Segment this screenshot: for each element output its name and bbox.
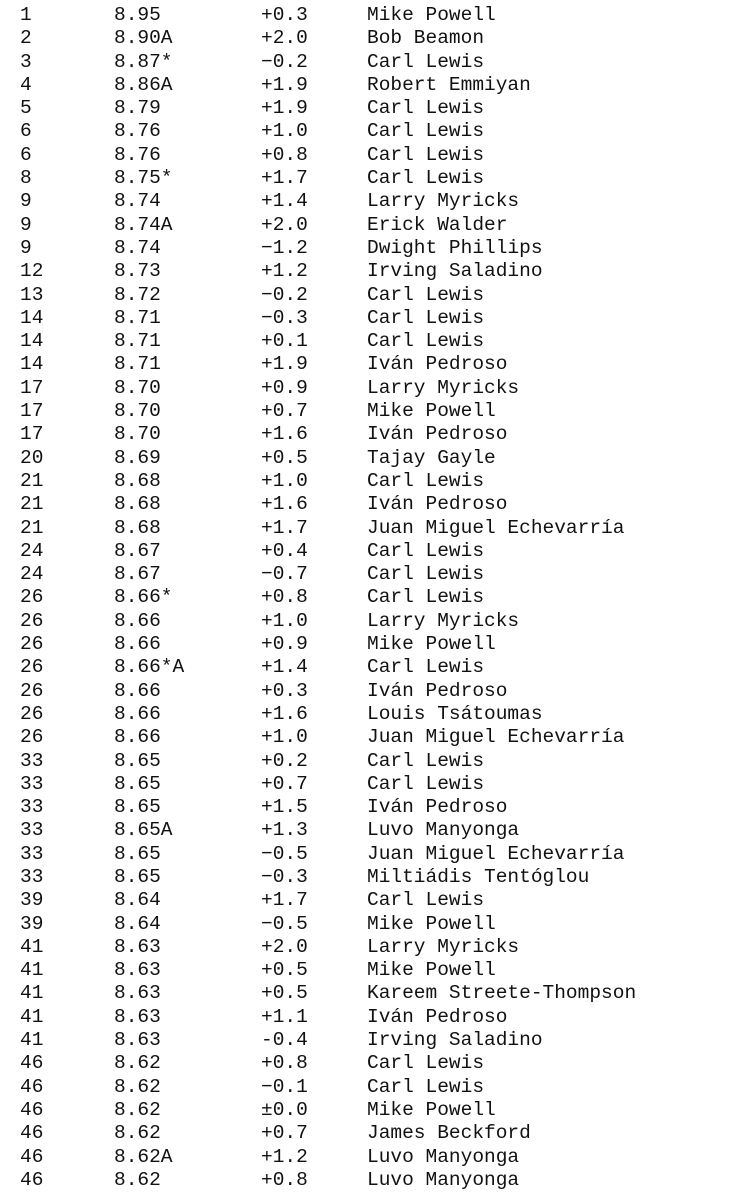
- list-item: [0, 1146, 740, 1169]
- mark-cell: 8.62: [114, 1122, 161, 1145]
- rank-cell: 26: [20, 586, 44, 609]
- rank-cell: 46: [20, 1052, 44, 1075]
- rank-cell: 46: [20, 1122, 44, 1145]
- wind-cell: +0.5: [261, 982, 308, 1005]
- mark-cell: 8.95: [114, 4, 161, 26]
- rank-cell: 14: [20, 306, 44, 329]
- rank-cell: 21: [20, 469, 44, 492]
- wind-cell: +0.3: [261, 4, 308, 26]
- mark-cell: 8.68: [114, 493, 161, 516]
- wind-cell: +0.9: [261, 376, 308, 399]
- wind-cell: −0.5: [261, 842, 308, 865]
- list-item: [0, 540, 740, 563]
- wind-cell: +0.4: [261, 539, 308, 562]
- mark-cell: 8.66: [114, 609, 161, 632]
- mark-cell: 8.62: [114, 1168, 161, 1191]
- list-item: [0, 610, 740, 633]
- list-item: [0, 1122, 740, 1145]
- athlete-cell: Carl Lewis: [367, 563, 485, 586]
- wind-cell: +1.7: [261, 889, 308, 912]
- wind-cell: −0.2: [261, 50, 308, 73]
- mark-cell: 8.65: [114, 842, 161, 865]
- wind-cell: +0.8: [261, 1168, 308, 1191]
- wind-cell: +0.7: [261, 400, 308, 423]
- athlete-cell: Dwight Phillips: [367, 236, 543, 259]
- wind-cell: +1.0: [261, 120, 308, 143]
- list-item: [0, 633, 740, 656]
- list-item: [0, 726, 740, 749]
- mark-cell: 8.62: [114, 1052, 161, 1075]
- list-item: [0, 144, 740, 167]
- rank-cell: 39: [20, 889, 44, 912]
- wind-cell: +1.2: [261, 260, 308, 283]
- athlete-cell: Irving Saladino: [367, 260, 543, 283]
- list-item: [0, 27, 740, 50]
- list-item: [0, 750, 740, 773]
- wind-cell: +0.2: [261, 749, 308, 772]
- rank-cell: 41: [20, 982, 44, 1005]
- athlete-cell: Mike Powell: [367, 959, 496, 982]
- athlete-cell: Iván Pedroso: [367, 1005, 508, 1028]
- athlete-cell: Larry Myricks: [367, 376, 520, 399]
- list-item: [0, 1052, 740, 1075]
- mark-cell: 8.64: [114, 889, 161, 912]
- athlete-cell: Larry Myricks: [367, 935, 520, 958]
- mark-cell: 8.70: [114, 376, 161, 399]
- athlete-cell: Carl Lewis: [367, 50, 485, 73]
- athlete-cell: Mike Powell: [367, 1098, 496, 1121]
- mark-cell: 8.63: [114, 1005, 161, 1028]
- rank-cell: 33: [20, 819, 44, 842]
- list-item: [0, 190, 740, 213]
- list-item: [0, 237, 740, 260]
- athlete-cell: Carl Lewis: [367, 167, 485, 190]
- athlete-cell: Mike Powell: [367, 4, 496, 26]
- athlete-cell: Carl Lewis: [367, 656, 485, 679]
- mark-cell: 8.65A: [114, 819, 173, 842]
- rank-cell: 26: [20, 609, 44, 632]
- wind-cell: +1.4: [261, 190, 308, 213]
- mark-cell: 8.86A: [114, 73, 173, 96]
- mark-cell: 8.62: [114, 1098, 161, 1121]
- wind-cell: +0.7: [261, 772, 308, 795]
- athlete-cell: Mike Powell: [367, 633, 496, 656]
- list-item: [0, 353, 740, 376]
- rank-cell: 12: [20, 260, 44, 283]
- rank-cell: 6: [20, 120, 32, 143]
- list-item: [0, 120, 740, 143]
- list-item: [0, 1029, 740, 1052]
- wind-cell: +1.9: [261, 353, 308, 376]
- rank-cell: 41: [20, 1029, 44, 1052]
- wind-cell: +0.8: [261, 143, 308, 166]
- list-item: [0, 796, 740, 819]
- mark-cell: 8.90A: [114, 27, 173, 50]
- rank-cell: 26: [20, 726, 44, 749]
- wind-cell: +2.0: [261, 213, 308, 236]
- list-item: [0, 97, 740, 120]
- mark-cell: 8.79: [114, 97, 161, 120]
- rank-cell: 14: [20, 330, 44, 353]
- rank-cell: 41: [20, 1005, 44, 1028]
- rank-cell: 33: [20, 865, 44, 888]
- wind-cell: −0.7: [261, 563, 308, 586]
- athlete-cell: Iván Pedroso: [367, 353, 508, 376]
- wind-cell: ±0.0: [261, 1098, 308, 1121]
- athlete-cell: Kareem Streete-Thompson: [367, 982, 637, 1005]
- mark-cell: 8.75*: [114, 167, 173, 190]
- rank-cell: 33: [20, 772, 44, 795]
- rank-cell: 4: [20, 73, 32, 96]
- list-item: [0, 470, 740, 493]
- athlete-cell: Carl Lewis: [367, 539, 485, 562]
- athlete-cell: Carl Lewis: [367, 749, 485, 772]
- mark-cell: 8.63: [114, 1029, 161, 1052]
- list-item: [0, 377, 740, 400]
- rank-cell: 46: [20, 1075, 44, 1098]
- athlete-cell: James Beckford: [367, 1122, 531, 1145]
- wind-cell: +1.4: [261, 656, 308, 679]
- athlete-cell: Luvo Manyonga: [367, 1145, 520, 1168]
- rank-cell: 26: [20, 633, 44, 656]
- athlete-cell: Carl Lewis: [367, 1075, 485, 1098]
- wind-cell: −0.2: [261, 283, 308, 306]
- wind-cell: +1.7: [261, 167, 308, 190]
- rank-cell: 14: [20, 353, 44, 376]
- list-item: [0, 843, 740, 866]
- athlete-cell: Juan Miguel Echevarría: [367, 516, 625, 539]
- rank-cell: 13: [20, 283, 44, 306]
- rank-cell: 9: [20, 190, 32, 213]
- list-item: [0, 1006, 740, 1029]
- results-list: [0, 4, 740, 1192]
- rank-cell: 41: [20, 959, 44, 982]
- athlete-cell: Carl Lewis: [367, 586, 485, 609]
- list-item: [0, 423, 740, 446]
- list-item: [0, 400, 740, 423]
- athlete-cell: Carl Lewis: [367, 1052, 485, 1075]
- athlete-cell: Juan Miguel Echevarría: [367, 726, 625, 749]
- rank-cell: 26: [20, 702, 44, 725]
- list-item: [0, 214, 740, 237]
- wind-cell: +0.7: [261, 1122, 308, 1145]
- wind-cell: −0.3: [261, 306, 308, 329]
- list-item: [0, 167, 740, 190]
- rank-cell: 20: [20, 446, 44, 469]
- athlete-cell: Carl Lewis: [367, 889, 485, 912]
- athlete-cell: Juan Miguel Echevarría: [367, 842, 625, 865]
- wind-cell: +1.3: [261, 819, 308, 842]
- wind-cell: +1.6: [261, 702, 308, 725]
- rank-cell: 33: [20, 749, 44, 772]
- rank-cell: 46: [20, 1168, 44, 1191]
- rank-cell: 8: [20, 167, 32, 190]
- list-item: [0, 517, 740, 540]
- athlete-cell: Iván Pedroso: [367, 679, 508, 702]
- athlete-cell: Mike Powell: [367, 912, 496, 935]
- mark-cell: 8.66: [114, 726, 161, 749]
- athlete-cell: Tajay Gayle: [367, 446, 496, 469]
- wind-cell: +1.9: [261, 73, 308, 96]
- mark-cell: 8.67: [114, 563, 161, 586]
- rank-cell: 24: [20, 539, 44, 562]
- mark-cell: 8.71: [114, 306, 161, 329]
- mark-cell: 8.65: [114, 865, 161, 888]
- list-item: [0, 493, 740, 516]
- athlete-cell: Carl Lewis: [367, 330, 485, 353]
- rank-cell: 3: [20, 50, 32, 73]
- athlete-cell: Miltiádis Tentóglou: [367, 865, 590, 888]
- mark-cell: 8.74: [114, 236, 161, 259]
- athlete-cell: Carl Lewis: [367, 772, 485, 795]
- wind-cell: +1.0: [261, 469, 308, 492]
- wind-cell: +0.1: [261, 330, 308, 353]
- mark-cell: 8.62A: [114, 1145, 173, 1168]
- athlete-cell: Carl Lewis: [367, 120, 485, 143]
- athlete-cell: Carl Lewis: [367, 97, 485, 120]
- mark-cell: 8.73: [114, 260, 161, 283]
- rank-cell: 21: [20, 493, 44, 516]
- athlete-cell: Bob Beamon: [367, 27, 485, 50]
- rank-cell: 2: [20, 27, 32, 50]
- mark-cell: 8.72: [114, 283, 161, 306]
- list-item: [0, 284, 740, 307]
- mark-cell: 8.69: [114, 446, 161, 469]
- list-item: [0, 307, 740, 330]
- wind-cell: −0.3: [261, 865, 308, 888]
- list-item: [0, 982, 740, 1005]
- mark-cell: 8.66: [114, 633, 161, 656]
- list-item: [0, 656, 740, 679]
- athlete-cell: Robert Emmiyan: [367, 73, 531, 96]
- athlete-cell: Larry Myricks: [367, 609, 520, 632]
- list-item: [0, 936, 740, 959]
- wind-cell: -0.4: [261, 1029, 308, 1052]
- rank-cell: 9: [20, 213, 32, 236]
- wind-cell: +0.8: [261, 586, 308, 609]
- rank-cell: 17: [20, 423, 44, 446]
- rank-cell: 39: [20, 912, 44, 935]
- mark-cell: 8.76: [114, 120, 161, 143]
- wind-cell: +1.0: [261, 609, 308, 632]
- rank-cell: 46: [20, 1098, 44, 1121]
- mark-cell: 8.66: [114, 679, 161, 702]
- wind-cell: +0.9: [261, 633, 308, 656]
- wind-cell: −0.1: [261, 1075, 308, 1098]
- athlete-cell: Luvo Manyonga: [367, 1168, 520, 1191]
- mark-cell: 8.74A: [114, 213, 173, 236]
- athlete-cell: Iván Pedroso: [367, 423, 508, 446]
- list-item: [0, 703, 740, 726]
- list-item: [0, 889, 740, 912]
- rank-cell: 46: [20, 1145, 44, 1168]
- wind-cell: +1.6: [261, 493, 308, 516]
- list-item: [0, 74, 740, 97]
- wind-cell: +2.0: [261, 935, 308, 958]
- wind-cell: +0.5: [261, 959, 308, 982]
- list-item: [0, 330, 740, 353]
- mark-cell: 8.70: [114, 423, 161, 446]
- list-item: [0, 959, 740, 982]
- rank-cell: 17: [20, 376, 44, 399]
- list-item: [0, 866, 740, 889]
- wind-cell: +0.8: [261, 1052, 308, 1075]
- rank-cell: 1: [20, 4, 32, 26]
- athlete-cell: Mike Powell: [367, 400, 496, 423]
- athlete-cell: Carl Lewis: [367, 469, 485, 492]
- wind-cell: −0.5: [261, 912, 308, 935]
- athlete-cell: Larry Myricks: [367, 190, 520, 213]
- athlete-cell: Carl Lewis: [367, 143, 485, 166]
- mark-cell: 8.74: [114, 190, 161, 213]
- mark-cell: 8.63: [114, 959, 161, 982]
- wind-cell: +1.6: [261, 423, 308, 446]
- mark-cell: 8.63: [114, 935, 161, 958]
- rank-cell: 26: [20, 679, 44, 702]
- athlete-cell: Carl Lewis: [367, 306, 485, 329]
- wind-cell: +1.7: [261, 516, 308, 539]
- athlete-cell: Iván Pedroso: [367, 493, 508, 516]
- mark-cell: 8.66*: [114, 586, 173, 609]
- list-item: [0, 680, 740, 703]
- list-item: [0, 447, 740, 470]
- wind-cell: +2.0: [261, 27, 308, 50]
- list-item: [0, 913, 740, 936]
- list-item: [0, 819, 740, 842]
- rank-cell: 5: [20, 97, 32, 120]
- rank-cell: 21: [20, 516, 44, 539]
- wind-cell: +1.0: [261, 726, 308, 749]
- list-item: [0, 586, 740, 609]
- athlete-cell: Luvo Manyonga: [367, 819, 520, 842]
- list-item: [0, 1076, 740, 1099]
- list-item: [0, 260, 740, 283]
- mark-cell: 8.65: [114, 749, 161, 772]
- mark-cell: 8.66*A: [114, 656, 185, 679]
- wind-cell: +0.5: [261, 446, 308, 469]
- list-item: [0, 563, 740, 586]
- list-item: [0, 1099, 740, 1122]
- mark-cell: 8.68: [114, 516, 161, 539]
- athlete-cell: Erick Walder: [367, 213, 508, 236]
- wind-cell: +0.3: [261, 679, 308, 702]
- mark-cell: 8.63: [114, 982, 161, 1005]
- mark-cell: 8.65: [114, 772, 161, 795]
- rank-cell: 9: [20, 236, 32, 259]
- mark-cell: 8.71: [114, 330, 161, 353]
- list-item: [0, 51, 740, 74]
- mark-cell: 8.87*: [114, 50, 173, 73]
- wind-cell: +1.9: [261, 97, 308, 120]
- athlete-cell: Carl Lewis: [367, 283, 485, 306]
- athlete-cell: Iván Pedroso: [367, 796, 508, 819]
- mark-cell: 8.68: [114, 469, 161, 492]
- mark-cell: 8.64: [114, 912, 161, 935]
- athlete-cell: Irving Saladino: [367, 1029, 543, 1052]
- mark-cell: 8.71: [114, 353, 161, 376]
- wind-cell: +1.1: [261, 1005, 308, 1028]
- list-item: [0, 1169, 740, 1192]
- wind-cell: −1.2: [261, 236, 308, 259]
- mark-cell: 8.65: [114, 796, 161, 819]
- mark-cell: 8.67: [114, 539, 161, 562]
- mark-cell: 8.66: [114, 702, 161, 725]
- rank-cell: 6: [20, 143, 32, 166]
- mark-cell: 8.76: [114, 143, 161, 166]
- rank-cell: 33: [20, 796, 44, 819]
- rank-cell: 17: [20, 400, 44, 423]
- list-item: [0, 773, 740, 796]
- rank-cell: 26: [20, 656, 44, 679]
- wind-cell: +1.5: [261, 796, 308, 819]
- rank-cell: 24: [20, 563, 44, 586]
- athlete-cell: Louis Tsátoumas: [367, 702, 543, 725]
- mark-cell: 8.62: [114, 1075, 161, 1098]
- mark-cell: 8.70: [114, 400, 161, 423]
- rank-cell: 33: [20, 842, 44, 865]
- wind-cell: +1.2: [261, 1145, 308, 1168]
- rank-cell: 41: [20, 935, 44, 958]
- list-item: [0, 4, 740, 27]
